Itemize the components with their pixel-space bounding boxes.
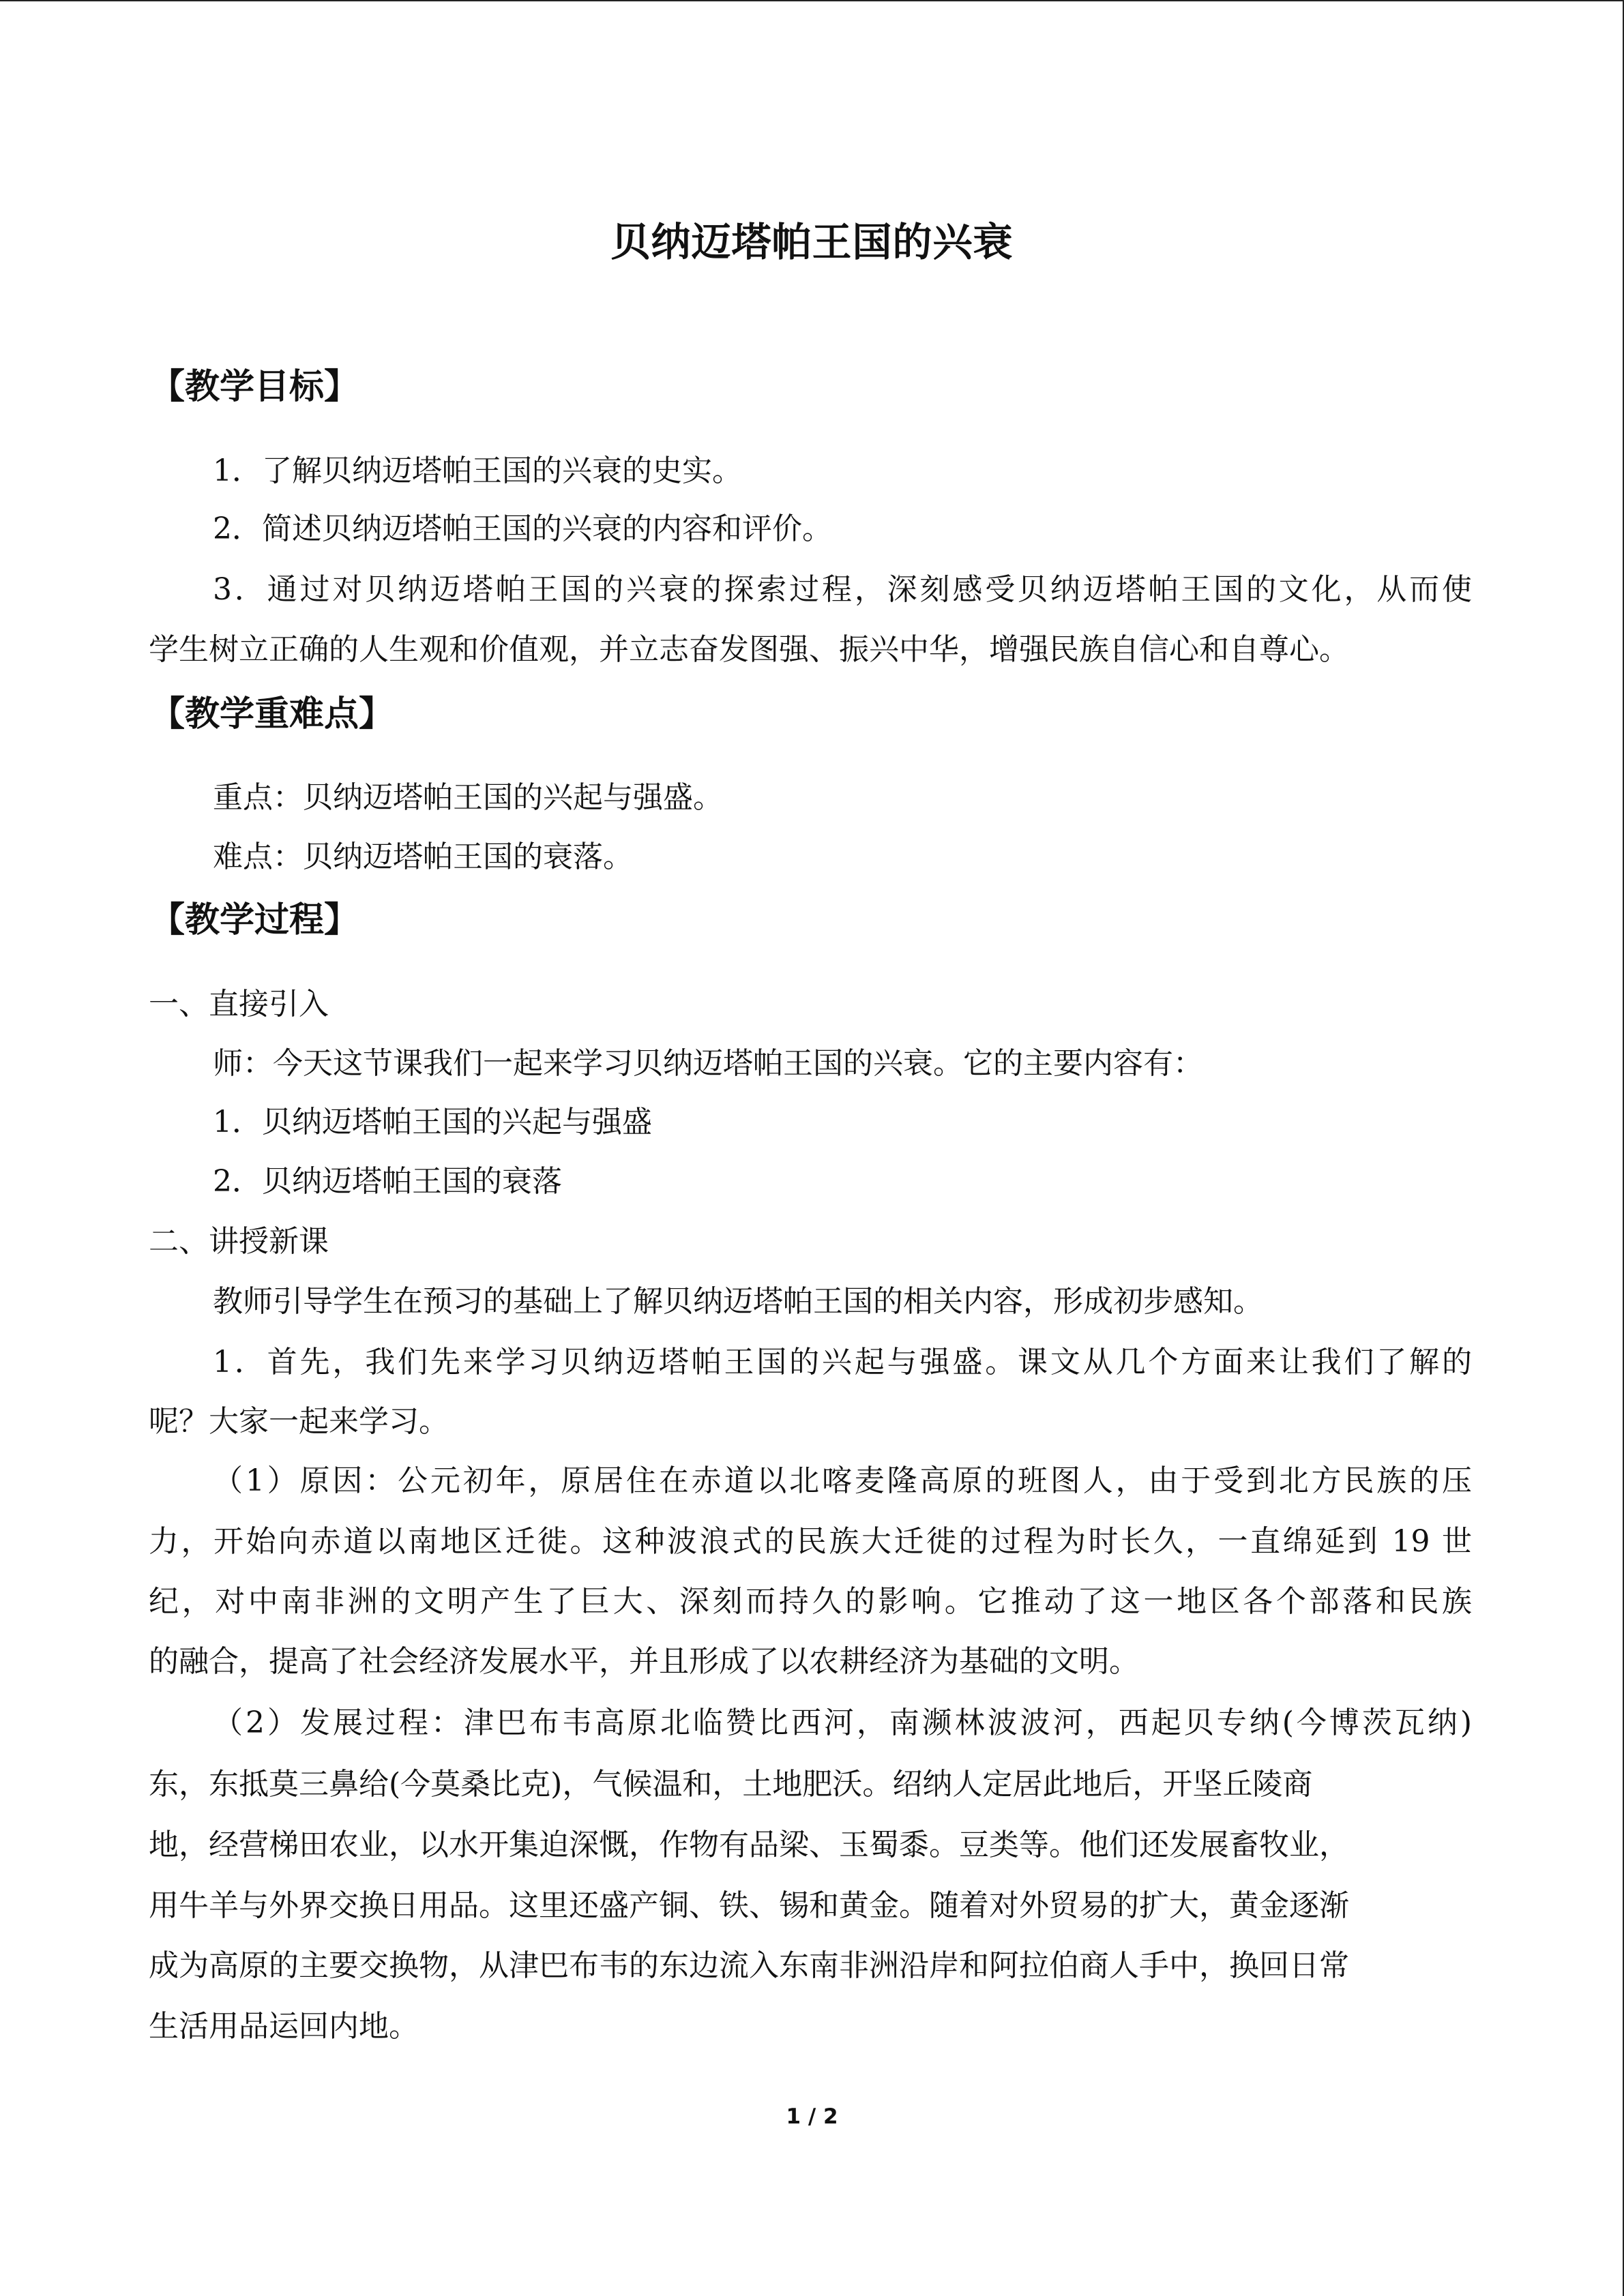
section-heading-process: 【教学过程】 (150, 900, 359, 940)
key-point-item: 重点：贝纳迈塔帕王国的兴起与强盛。 (213, 780, 723, 815)
process-paragraph-continued: 地，经营梯田农业，以水开集迫深慨，作物有品梁、玉蜀黍。豆类等。他们还发展畜牧业， (149, 1828, 1349, 1862)
section-heading-goals: 【教学目标】 (150, 367, 359, 407)
process-paragraph-continued: 成为高原的主要交换物，从津巴布韦的东边流入东南非洲沿岸和阿拉伯商人手中，换回日常 (149, 1948, 1349, 1983)
process-paragraph: 教师引导学生在预习的基础上了解贝纳迈塔帕王国的相关内容，形成初步感知。 (213, 1284, 1263, 1319)
section-heading-key-points: 【教学重难点】 (150, 694, 394, 734)
process-paragraph: 师：今天这节课我们一起来学习贝纳迈塔帕王国的兴衰。它的主要内容有： (213, 1046, 1203, 1081)
page-title: 贝纳迈塔帕王国的兴衰 (610, 219, 1014, 265)
process-paragraph-continued: 纪，对中南非洲的文明产生了巨大、深刻而持久的影响。它推动了这一地区各个部落和民族 (149, 1584, 1472, 1619)
process-paragraph-continued: 呢？大家一起来学习。 (149, 1404, 449, 1439)
goal-item: 2．简述贝纳迈塔帕王国的兴衰的内容和评价。 (213, 511, 832, 546)
goal-item: 1．了解贝纳迈塔帕王国的兴衰的史实。 (213, 453, 742, 488)
process-paragraph-continued: 的融合，提高了社会经济发展水平，并且形成了以农耕经济为基础的文明。 (149, 1644, 1139, 1679)
process-list-item: 1．贝纳迈塔帕王国的兴起与强盛 (213, 1105, 652, 1139)
process-paragraph-continued: 用牛羊与外界交换日用品。这里还盛产铜、铁、锡和黄金。随着对外贸易的扩大，黄金逐渐 (149, 1888, 1349, 1923)
goal-item-continued: 学生树立正确的人生观和价值观，并立志奋发图强、振兴中华，增强民族自信心和自尊心。 (149, 632, 1349, 667)
process-paragraph-continued: 力，开始向赤道以南地区迁徙。这种波浪式的民族大迁徙的过程为时长久，一直绵延到 19 世 (149, 1524, 1472, 1559)
process-paragraph-continued: 东，东抵莫三鼻给(今莫桑比克)，气候温和，土地肥沃。绍纳人定居此地后，开坚丘陵商 (149, 1767, 1313, 1802)
goal-item: 3．通过对贝纳迈塔帕王国的兴衰的探索过程，深刻感受贝纳迈塔帕王国的文化，从而使 (213, 572, 1472, 607)
difficult-point-item: 难点：贝纳迈塔帕王国的衰落。 (213, 839, 633, 874)
page-number: 1 / 2 (786, 2104, 838, 2129)
process-subheading: 二、讲授新课 (149, 1224, 329, 1259)
process-subheading: 一、直接引入 (149, 987, 329, 1022)
process-paragraph: （2）发展过程：津巴布韦高原北临赞比西河，南濒林波波河，西起贝专纳(今博茨瓦纳) (213, 1705, 1472, 1740)
process-list-item: 2．贝纳迈塔帕王国的衰落 (213, 1164, 562, 1199)
process-paragraph-continued: 生活用品运回内地。 (149, 2009, 419, 2044)
process-paragraph: 1．首先，我们先来学习贝纳迈塔帕王国的兴起与强盛。课文从几个方面来让我们了解的 (213, 1345, 1472, 1380)
process-paragraph: （1）原因：公元初年，原居住在赤道以北喀麦隆高原的班图人，由于受到北方民族的压 (213, 1463, 1472, 1498)
